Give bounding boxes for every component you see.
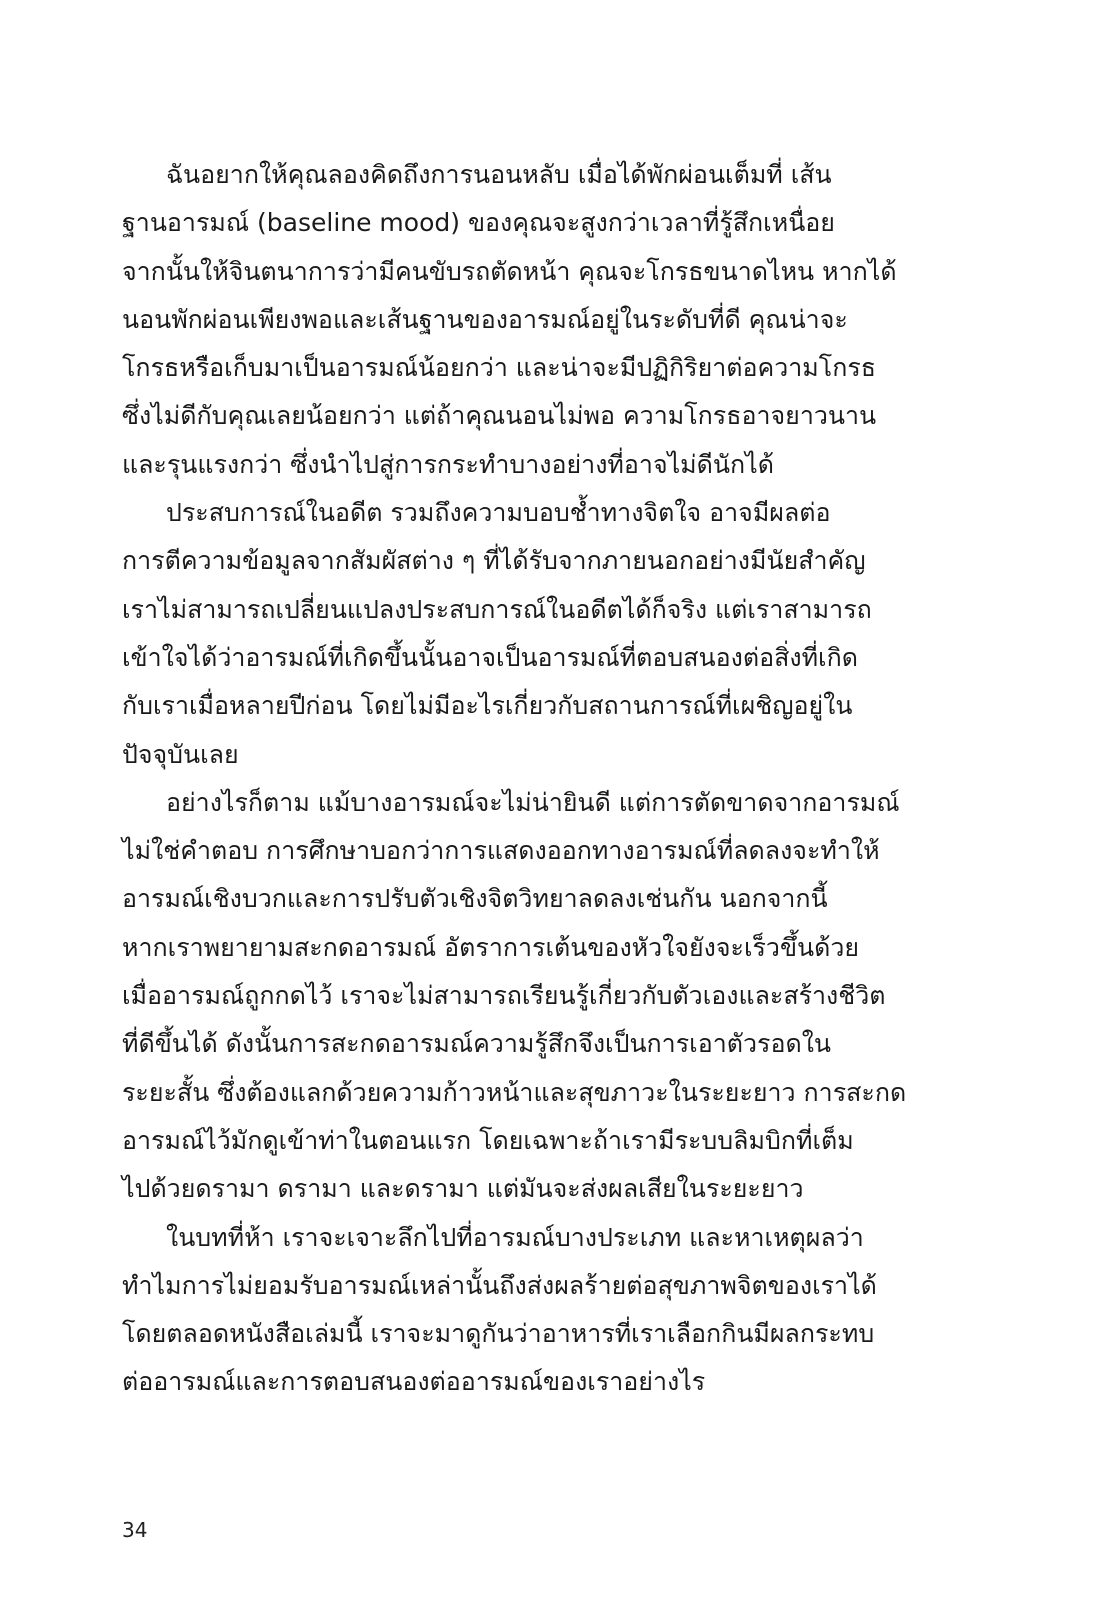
page-number: 34 [122,1518,148,1542]
paragraph-sleep-mood [122,151,910,489]
text-line: ซึ่งไม่ดีกับคุณเลยน้อยกว่า แต่ถ้าคุณนอนไม่พอ ความโกรธอาจยาวนาน [122,401,877,431]
text-line: ที่ดีขึ้นได้ ดังนั้นการสะกดอารมณ์ความรู้สึกจึงเป็นการเอาตัวรอดใน [122,1029,831,1059]
text-line: ฉันอยากให้คุณลองคิดถึงการนอนหลับ เมื่อได้พักผ่อนเต็มที่ เส้น [166,160,832,189]
text-line: และรุนแรงกว่า ซึ่งนำไปสู่การกระทำบางอย่างที่อาจไม่ดีนักได้ [122,449,774,479]
text-line: ทำไมการไม่ยอมรับอารมณ์เหล่านั้นถึงส่งผลร้ายต่อสุขภาพจิตของเราได้ [122,1270,877,1300]
text-line: เข้าใจได้ว่าอารมณ์ที่เกิดขึ้นนั้นอาจเป็นอารมณ์ที่ตอบสนองต่อสิ่งที่เกิด [122,642,858,672]
text-line: ระยะสั้น ซึ่งต้องแลกด้วยความก้าวหน้าและสุขภาวะในระยะยาว การสะกด [122,1077,907,1107]
paragraph-past-experience [122,489,910,779]
body-text [122,151,910,1407]
text-line: อย่างไรก็ตาม แม้บางอารมณ์จะไม่น่ายินดี แต่การตัดขาดจากอารมณ์ [166,787,900,817]
paragraph-emotion-suppression [122,779,910,1214]
text-line: ประสบการณ์ในอดีต รวมถึงความบอบช้ำทางจิตใจ อาจมีผลต่อ [166,498,831,528]
text-line: นอนพักผ่อนเพียงพอและเส้นฐานของอารมณ์อยู่ในระดับที่ดี คุณน่าจะ [122,304,848,334]
text-line: หากเราพยายามสะกดอารมณ์ อัตราการเต้นของหัวใจยังจะเร็วขึ้นด้วย [122,932,860,962]
text-line: ในบทที่ห้า เราจะเจาะลึกไปที่อารมณ์บางประเภท และหาเหตุผลว่า [166,1222,864,1252]
text-line: โกรธหรือเก็บมาเป็นอารมณ์น้อยกว่า และน่าจะมีปฏิกิริยาต่อความโกรธ [122,353,877,383]
paragraph-chapter-five [122,1214,910,1407]
text-line: อารมณ์เชิงบวกและการปรับตัวเชิงจิตวิทยาลดลงเช่นกัน นอกจากนี้ [122,884,828,914]
text-line: ไม่ใช่คำตอบ การศึกษาบอกว่าการแสดงออกทางอารมณ์ที่ลดลงจะทำให้ [122,836,880,866]
text-line: ฐานอารมณ์ (baseline mood) ของคุณจะสูงกว่าเวลาที่รู้สึกเหนื่อย [122,208,835,238]
text-line: ปัจจุบันเลย [122,739,239,769]
text-line: โดยตลอดหนังสือเล่มนี้ เราจะมาดูกันว่าอาหารที่เราเลือกกินมีผลกระทบ [122,1319,875,1349]
text-line: เมื่ออารมณ์ถูกกดไว้ เราจะไม่สามารถเรียนรู้เกี่ยวกับตัวเองและสร้างชีวิต [122,981,886,1011]
text-line: ต่ออารมณ์และการตอบสนองต่ออารมณ์ของเราอย่างไร [122,1367,706,1397]
text-line: อารมณ์ไว้มักดูเข้าท่าในตอนแรก โดยเฉพาะถ้าเรามีระบบลิมบิกที่เต็ม [122,1125,854,1155]
text-line: การตีความข้อมูลจากสัมผัสต่าง ๆ ที่ได้รับจากภายนอกอย่างมีนัยสำคัญ [122,546,866,576]
text-line: จากนั้นให้จินตนาการว่ามีคนขับรถตัดหน้า คุณจะโกรธขนาดไหน หากได้ [122,256,897,286]
text-line: ไปด้วยดรามา ดรามา และดรามา แต่มันจะส่งผลเสียในระยะยาว [122,1174,804,1204]
text-line: กับเราเมื่อหลายปีก่อน โดยไม่มีอะไรเกี่ยวกับสถานการณ์ที่เผชิญอยู่ใน [122,691,853,721]
text-line: เราไม่สามารถเปลี่ยนแปลงประสบการณ์ในอดีตได้ก็จริง แต่เราสามารถ [122,594,872,624]
